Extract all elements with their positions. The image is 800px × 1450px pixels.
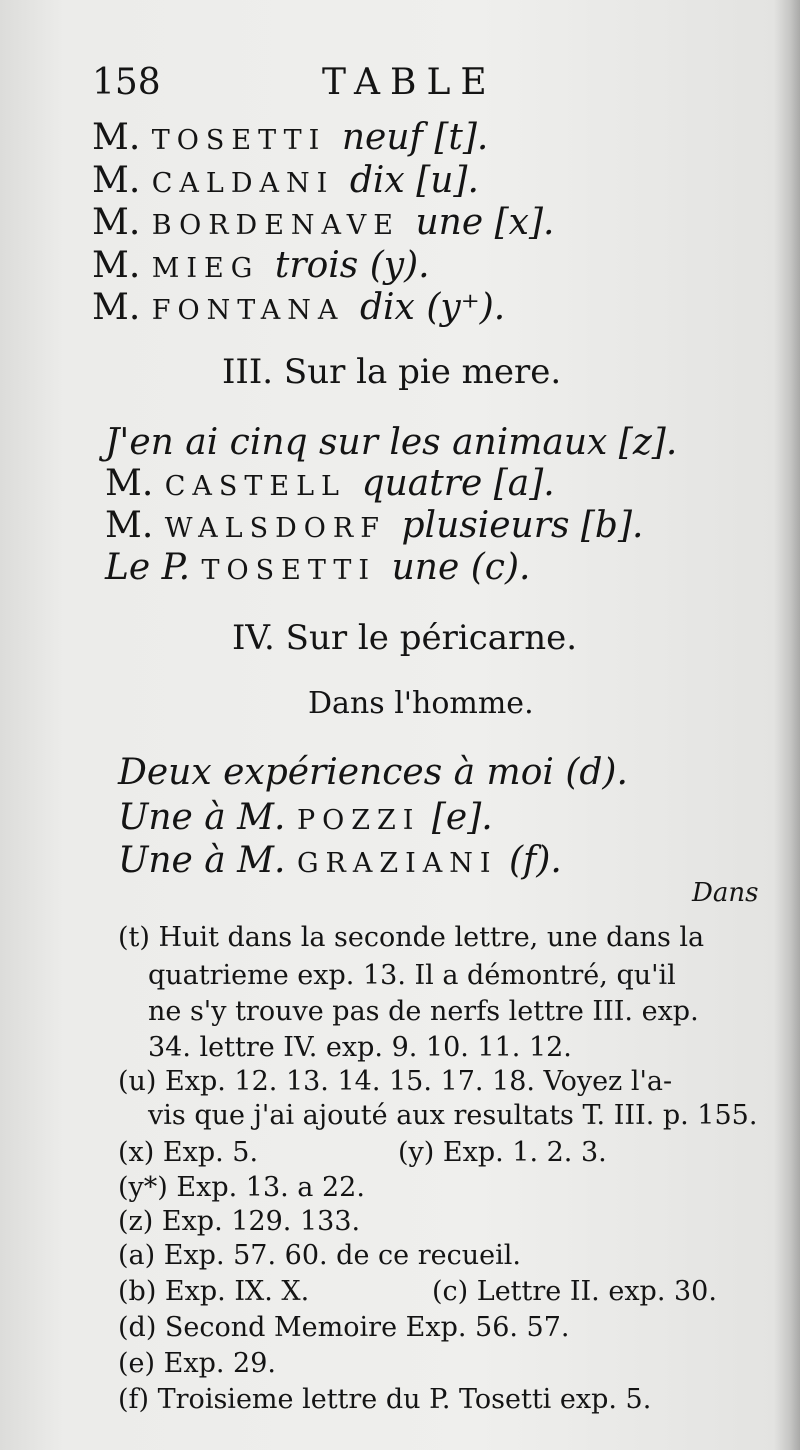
entry-ref: (y⁺). [426, 287, 506, 328]
entry-ref: [z]. [618, 422, 678, 463]
entry-graziani [118, 840, 562, 881]
entry-author-animals [105, 422, 678, 463]
entry-name: FONTANA [151, 295, 360, 326]
entry-name: GRAZIANI [296, 848, 498, 879]
entry-name: BORDENAVE [151, 210, 416, 241]
footnote-line: quatrieme exp. 13. Il a démontré, qu'il [148, 960, 676, 991]
entry-prefix: M. [92, 287, 152, 328]
entry-count: neuf [341, 117, 423, 158]
entry-castell [105, 463, 555, 504]
footnote-line: (x) Exp. 5. [118, 1137, 259, 1168]
running-title: TABLE [322, 62, 497, 103]
entry-ref: (c). [470, 547, 531, 588]
entry-caldani [92, 160, 479, 201]
page-edge-shadow [774, 0, 800, 1450]
entry-count: dix [349, 160, 405, 201]
entry-walsdorf [105, 505, 644, 546]
entry-name: CASTELL [164, 471, 362, 502]
entry-count: une [415, 202, 484, 243]
footnote-line: ne s'y trouve pas de nerfs lettre III. exp. [148, 996, 699, 1027]
entry-ref: [a]. [493, 463, 555, 504]
entry-name: MIEG [151, 253, 275, 284]
entry-name: WALSDORF [164, 513, 402, 544]
footnote-line: (z) Exp. 129. 133. [118, 1206, 361, 1237]
entry-prefix: M. [92, 202, 152, 243]
entry-prefix: M. [92, 117, 152, 158]
entry-ref: [b]. [580, 505, 644, 546]
entry-name: TOSETTI [201, 555, 392, 586]
footnote-line: (a) Exp. 57. 60. de ce recueil. [118, 1240, 521, 1271]
running-header [92, 62, 497, 103]
entry-count: J'en ai cinq sur les animaux [105, 422, 608, 463]
entry-count: une [391, 547, 460, 588]
catchword: Dans [692, 878, 759, 908]
entry-ref: (y). [369, 245, 430, 286]
footnote-line: (y) Exp. 1. 2. 3. [398, 1137, 607, 1168]
entry-ref: [e]. [431, 797, 493, 838]
entry-pozzi [118, 797, 493, 838]
entry-prefix: Une à M. [118, 797, 297, 838]
entry-tosetti [92, 117, 489, 158]
entry-prefix: Le P. [105, 547, 202, 588]
entry-ref: [x]. [494, 202, 555, 243]
footnote-line: (d) Second Memoire Exp. 56. 57. [118, 1312, 570, 1343]
entry-count: Deux expériences à moi [118, 752, 554, 793]
entry-mieg [92, 245, 430, 286]
footnote-line: (y*) Exp. 13. a 22. [118, 1172, 365, 1203]
entry-prefix: M. [105, 463, 165, 504]
section-subheading: Dans l'homme. [308, 686, 534, 721]
entry-prefix: M. [92, 160, 152, 201]
footnote-line: (b) Exp. IX. X. [118, 1276, 310, 1307]
entry-name: TOSETTI [151, 125, 342, 156]
entry-bordenave [92, 202, 555, 243]
entry-ref: [t]. [434, 117, 489, 158]
entry-prefix: Une à M. [118, 840, 297, 881]
footnote-line: vis que j'ai ajouté aux resultats T. III. p. 155. [148, 1100, 758, 1131]
footnote-line: 34. lettre IV. exp. 9. 10. 11. 12. [148, 1032, 572, 1063]
section-heading-iii: III. Sur la pie mere. [222, 352, 562, 392]
entry-ref: (f). [509, 840, 562, 881]
footnote-line: (e) Exp. 29. [118, 1348, 276, 1379]
footnote-line: (t) Huit dans la seconde lettre, une dans la [118, 922, 705, 953]
entry-count: quatre [361, 463, 483, 504]
entry-count: plusieurs [401, 505, 570, 546]
footnote-line: (u) Exp. 12. 13. 14. 15. 17. 18. Voyez l'a- [118, 1066, 673, 1097]
entry-ref: (d). [565, 752, 628, 793]
entry-le-p-tosetti [105, 547, 531, 588]
entry-count: dix [359, 287, 415, 328]
entry-prefix: M. [92, 245, 152, 286]
entry-fontana [92, 287, 506, 328]
entry-name: POZZI [296, 805, 421, 836]
page-number: 158 [92, 62, 161, 103]
entry-name: CALDANI [151, 168, 350, 199]
entry-count: trois [274, 245, 359, 286]
entry-ref: [u]. [416, 160, 479, 201]
entry-author-experiences [118, 752, 628, 793]
section-heading-iv: IV. Sur le péricarne. [232, 618, 578, 658]
footnote-line: (c) Lettre II. exp. 30. [432, 1276, 717, 1307]
footnote-line: (f) Troisieme lettre du P. Tosetti exp. 5. [118, 1384, 652, 1415]
entry-prefix: M. [105, 505, 165, 546]
